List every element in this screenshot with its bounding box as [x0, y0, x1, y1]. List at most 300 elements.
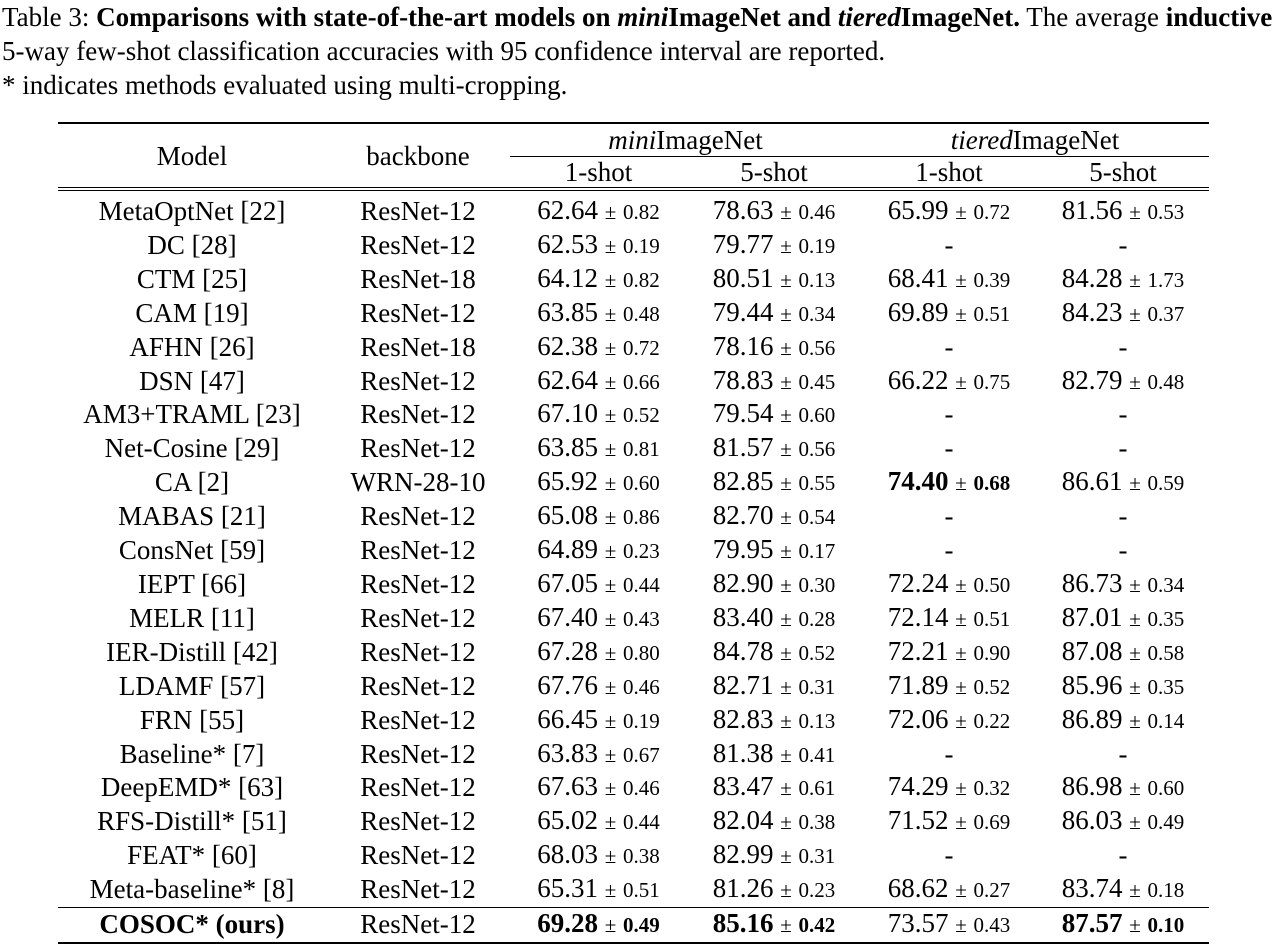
cell-backbone: ResNet-12 [360, 806, 476, 837]
accuracy-value: 72.14 [887, 601, 949, 632]
accuracy-value: 82.83 [712, 703, 774, 734]
table-row [58, 873, 1209, 907]
cell-accuracy [687, 908, 861, 943]
cell-model: RFS-Distill* [51] [97, 806, 287, 837]
cell-accuracy [687, 670, 861, 704]
cell-accuracy [861, 670, 1037, 704]
accuracy-value: - [944, 331, 954, 362]
cell-accuracy [510, 189, 687, 229]
cell-model: DSN [47] [139, 365, 245, 396]
table-row [58, 908, 1209, 943]
plus-minus-sign: ± [780, 776, 792, 801]
table-row [58, 839, 1209, 873]
accuracy-value: 65.92 [537, 466, 598, 497]
cell-backbone: ResNet-12 [360, 704, 476, 735]
cell-accuracy [861, 229, 1037, 263]
cell-accuracy [510, 738, 687, 772]
accuracy-value: 66.22 [887, 364, 949, 395]
plus-minus-sign: ± [1129, 878, 1141, 903]
plus-minus-sign: ± [955, 810, 967, 835]
cell-model: MetaOptNet [22] [98, 196, 286, 226]
plus-minus-sign: ± [604, 233, 617, 258]
confidence-interval: 0.55 [798, 471, 836, 496]
accuracy-value: 72.24 [887, 567, 949, 598]
confidence-interval: 0.27 [973, 878, 1011, 903]
cell-accuracy [1037, 568, 1209, 602]
accuracy-value: 74.40 [887, 466, 949, 497]
table-row [58, 365, 1209, 399]
confidence-interval: 0.19 [623, 233, 660, 258]
header-mini-rest: ImageNet [656, 125, 763, 155]
accuracy-value: 82.85 [712, 466, 774, 497]
table-row [58, 331, 1209, 365]
accuracy-value: - [1118, 840, 1128, 871]
confidence-interval: 0.37 [1147, 301, 1185, 326]
cell-backbone: WRN-28-10 [350, 467, 486, 498]
cell-accuracy [861, 636, 1037, 670]
plus-minus-sign: ± [604, 742, 617, 767]
confidence-interval: 0.82 [623, 200, 660, 224]
header-miniimagenet [510, 123, 861, 157]
accuracy-value: - [944, 399, 954, 430]
cell-accuracy [1037, 229, 1209, 263]
plus-minus-sign: ± [780, 437, 792, 462]
accuracy-value: 82.90 [712, 567, 774, 598]
caption-title-mini: mini [617, 2, 669, 32]
confidence-interval: 0.48 [1147, 369, 1185, 394]
plus-minus-sign: ± [955, 606, 967, 631]
plus-minus-sign: ± [955, 267, 967, 292]
cell-backbone: ResNet-12 [360, 501, 476, 532]
results-table-wrap [58, 122, 1209, 944]
cell-backbone: ResNet-12 [360, 568, 476, 599]
cell-accuracy [861, 398, 1037, 432]
accuracy-value: 67.05 [537, 567, 598, 598]
confidence-interval: 0.19 [798, 233, 836, 258]
plus-minus-sign: ± [1129, 776, 1141, 801]
confidence-interval: 0.10 [1147, 913, 1185, 938]
confidence-interval: 0.56 [798, 437, 836, 462]
accuracy-value: 64.89 [537, 534, 598, 565]
table-row [58, 466, 1209, 500]
cell-backbone: ResNet-12 [360, 738, 476, 769]
confidence-interval: 0.60 [623, 471, 660, 496]
plus-minus-sign: ± [604, 572, 617, 597]
plus-minus-sign: ± [604, 267, 617, 292]
table-row [58, 670, 1209, 704]
cell-accuracy [1037, 500, 1209, 534]
confidence-interval: 0.66 [623, 369, 660, 394]
accuracy-value: - [1118, 535, 1128, 566]
confidence-interval: 0.52 [623, 403, 660, 428]
table-row [58, 534, 1209, 568]
cell-model: CAM [19] [135, 297, 249, 328]
cell-accuracy [510, 466, 687, 500]
confidence-interval: 0.52 [973, 674, 1011, 699]
table-row [58, 432, 1209, 466]
confidence-interval: 0.68 [973, 471, 1011, 496]
accuracy-value: - [1118, 433, 1128, 464]
confidence-interval: 0.38 [623, 844, 660, 869]
cell-backbone: ResNet-12 [360, 196, 476, 226]
plus-minus-sign: ± [604, 335, 617, 360]
header-tiered-rest: ImageNet [1012, 125, 1120, 155]
accuracy-value: 71.52 [887, 805, 949, 836]
cell-accuracy [510, 839, 687, 873]
cell-accuracy [687, 839, 861, 873]
cell-accuracy [1037, 263, 1209, 297]
cell-accuracy [861, 908, 1037, 943]
cell-accuracy [687, 229, 861, 263]
plus-minus-sign: ± [955, 471, 967, 496]
accuracy-value: 81.57 [712, 432, 774, 463]
plus-minus-sign: ± [780, 878, 792, 903]
cell-accuracy [1037, 534, 1209, 568]
accuracy-value: - [1118, 331, 1128, 362]
confidence-interval: 0.86 [623, 505, 660, 530]
cell-accuracy [510, 229, 687, 263]
confidence-interval: 1.73 [1147, 267, 1185, 292]
cell-accuracy [861, 263, 1037, 297]
accuracy-value: 82.70 [712, 500, 774, 531]
accuracy-value: 85.16 [712, 908, 774, 939]
accuracy-value: 86.89 [1061, 703, 1123, 734]
cell-accuracy [1037, 331, 1209, 365]
plus-minus-sign: ± [604, 471, 617, 496]
accuracy-value: 80.51 [712, 262, 774, 293]
cell-accuracy [861, 805, 1037, 839]
accuracy-value: 68.62 [887, 873, 949, 904]
accuracy-value: 82.71 [712, 669, 774, 700]
confidence-interval: 0.54 [798, 505, 836, 530]
plus-minus-sign: ± [604, 403, 617, 428]
accuracy-value: 87.57 [1061, 908, 1123, 939]
cell-accuracy [1037, 189, 1209, 229]
accuracy-value: 69.28 [537, 908, 598, 939]
cell-accuracy [510, 398, 687, 432]
confidence-interval: 0.31 [798, 674, 836, 699]
cell-accuracy [1037, 602, 1209, 636]
accuracy-value: 68.41 [887, 262, 949, 293]
cell-accuracy [861, 873, 1037, 907]
cell-accuracy [687, 432, 861, 466]
cell-accuracy [687, 297, 861, 331]
accuracy-value: 79.54 [712, 398, 774, 429]
cell-accuracy [861, 534, 1037, 568]
confidence-interval: 0.43 [623, 606, 660, 631]
accuracy-value: 85.96 [1061, 669, 1123, 700]
plus-minus-sign: ± [780, 913, 792, 938]
cell-accuracy [861, 771, 1037, 805]
confidence-interval: 0.22 [973, 708, 1011, 733]
cell-accuracy [510, 602, 687, 636]
accuracy-value: 67.76 [537, 669, 598, 700]
confidence-interval: 0.52 [798, 640, 836, 665]
plus-minus-sign: ± [604, 606, 617, 631]
cell-model: DeepEMD* [63] [100, 772, 284, 803]
confidence-interval: 0.19 [623, 708, 660, 733]
confidence-interval: 0.72 [623, 335, 660, 360]
accuracy-value: 84.28 [1061, 262, 1123, 293]
plus-minus-sign: ± [780, 267, 792, 292]
accuracy-value: 87.01 [1061, 601, 1123, 632]
results-body [58, 189, 1209, 943]
plus-minus-sign: ± [1129, 913, 1141, 938]
cell-model: FRN [55] [139, 704, 245, 735]
cell-backbone: ResNet-12 [360, 874, 476, 905]
cell-accuracy [861, 839, 1037, 873]
confidence-interval: 0.41 [798, 742, 836, 767]
accuracy-value: - [944, 229, 954, 260]
accuracy-value: 64.12 [537, 262, 598, 293]
cell-model: Baseline* [7] [119, 738, 265, 769]
header-mini-italic: mini [608, 125, 657, 155]
cell-model: MELR [11] [129, 602, 255, 633]
cell-accuracy [687, 738, 861, 772]
cell-model: CTM [25] [136, 263, 248, 294]
plus-minus-sign: ± [780, 369, 792, 394]
confidence-interval: 0.56 [798, 335, 836, 360]
cell-accuracy [687, 704, 861, 738]
accuracy-value: 65.31 [537, 873, 598, 904]
confidence-interval: 0.50 [973, 572, 1011, 597]
table-row [58, 704, 1209, 738]
cell-accuracy [687, 331, 861, 365]
plus-minus-sign: ± [955, 674, 967, 699]
accuracy-value: 84.78 [712, 635, 774, 666]
header-tiered-italic: tiered [950, 125, 1013, 155]
cell-model: Meta-baseline* [8] [89, 874, 295, 905]
cell-accuracy [510, 805, 687, 839]
plus-minus-sign: ± [1129, 471, 1141, 496]
accuracy-value: 71.89 [887, 669, 949, 700]
plus-minus-sign: ± [780, 606, 792, 631]
results-table [58, 122, 1209, 944]
plus-minus-sign: ± [780, 335, 792, 360]
caption-title-tiered: tiered [837, 2, 901, 32]
accuracy-value: 62.64 [537, 364, 598, 395]
cell-accuracy [510, 670, 687, 704]
cell-accuracy [510, 636, 687, 670]
plus-minus-sign: ± [1129, 640, 1141, 665]
cell-accuracy [510, 568, 687, 602]
cell-accuracy [1037, 297, 1209, 331]
accuracy-value: 69.89 [887, 296, 949, 327]
plus-minus-sign: ± [780, 572, 792, 597]
cell-accuracy [1037, 805, 1209, 839]
confidence-interval: 0.18 [1147, 878, 1185, 903]
plus-minus-sign: ± [955, 776, 967, 801]
confidence-interval: 0.44 [623, 572, 660, 597]
accuracy-value: 73.57 [887, 908, 949, 939]
accuracy-value: - [1118, 738, 1128, 769]
accuracy-value: 78.83 [712, 364, 774, 395]
plus-minus-sign: ± [604, 708, 617, 733]
table-row [58, 738, 1209, 772]
confidence-interval: 0.58 [1147, 640, 1185, 665]
confidence-interval: 0.39 [973, 267, 1011, 292]
plus-minus-sign: ± [780, 200, 792, 224]
accuracy-value: 63.83 [537, 737, 598, 768]
accuracy-value: 65.08 [537, 500, 598, 531]
cell-accuracy [861, 189, 1037, 229]
cell-model: AM3+TRAML [23] [83, 399, 301, 430]
cell-model: MABAS [21] [118, 501, 266, 532]
plus-minus-sign: ± [604, 200, 617, 224]
cell-accuracy [687, 534, 861, 568]
confidence-interval: 0.51 [623, 878, 660, 903]
plus-minus-sign: ± [1129, 200, 1141, 224]
plus-minus-sign: ± [780, 844, 792, 869]
accuracy-value: 79.77 [712, 228, 774, 259]
plus-minus-sign: ± [1129, 810, 1141, 835]
accuracy-value: - [944, 738, 954, 769]
accuracy-value: 65.02 [537, 805, 598, 836]
plus-minus-sign: ± [604, 369, 617, 394]
confidence-interval: 0.35 [1147, 674, 1185, 699]
accuracy-value: - [1118, 501, 1128, 532]
cell-accuracy [1037, 704, 1209, 738]
accuracy-value: 67.63 [537, 771, 598, 802]
plus-minus-sign: ± [780, 233, 792, 258]
accuracy-value: - [944, 433, 954, 464]
accuracy-value: 83.74 [1061, 873, 1123, 904]
cell-accuracy [510, 432, 687, 466]
cell-accuracy [687, 500, 861, 534]
plus-minus-sign: ± [780, 539, 792, 564]
cell-accuracy [861, 500, 1037, 534]
caption-title-pre: Comparisons with state-of-the-art models on [96, 2, 618, 32]
plus-minus-sign: ± [604, 640, 617, 665]
confidence-interval: 0.51 [973, 606, 1011, 631]
cell-accuracy [687, 873, 861, 907]
table-row [58, 398, 1209, 432]
confidence-interval: 0.34 [1147, 572, 1185, 597]
confidence-interval: 0.46 [623, 776, 660, 801]
accuracy-value: 86.73 [1061, 567, 1123, 598]
cell-accuracy [861, 704, 1037, 738]
confidence-interval: 0.49 [1147, 810, 1185, 835]
cell-accuracy [687, 568, 861, 602]
table-row [58, 229, 1209, 263]
accuracy-value: 84.23 [1061, 296, 1123, 327]
confidence-interval: 0.60 [1147, 776, 1185, 801]
cell-accuracy [510, 365, 687, 399]
accuracy-value: 67.10 [537, 398, 598, 429]
plus-minus-sign: ± [955, 640, 967, 665]
cell-model: DC [28] [147, 229, 237, 260]
table-row [58, 771, 1209, 805]
confidence-interval: 0.49 [623, 913, 660, 938]
cell-backbone: ResNet-12 [360, 399, 476, 430]
header-tieredimagenet [861, 123, 1209, 157]
table-row [58, 805, 1209, 839]
accuracy-value: - [944, 535, 954, 566]
cell-accuracy [861, 738, 1037, 772]
cell-backbone: ResNet-12 [360, 297, 476, 328]
cell-backbone: ResNet-12 [326, 908, 510, 943]
cell-accuracy [687, 636, 861, 670]
cell-backbone: ResNet-18 [360, 331, 476, 362]
header-mini-5shot: 5-shot [687, 157, 861, 190]
cell-backbone: ResNet-12 [360, 433, 476, 464]
confidence-interval: 0.81 [623, 437, 660, 462]
accuracy-value: 79.95 [712, 534, 774, 565]
confidence-interval: 0.75 [973, 369, 1011, 394]
accuracy-value: - [944, 501, 954, 532]
cell-accuracy [687, 365, 861, 399]
caption-label: Table 3: [2, 2, 90, 32]
accuracy-value: - [1118, 229, 1128, 260]
cell-accuracy [510, 534, 687, 568]
cell-backbone: ResNet-12 [360, 670, 476, 701]
accuracy-value: 72.06 [887, 703, 949, 734]
cell-accuracy [510, 500, 687, 534]
cell-accuracy [687, 398, 861, 432]
cell-accuracy [510, 331, 687, 365]
plus-minus-sign: ± [604, 437, 617, 462]
confidence-interval: 0.35 [1147, 606, 1185, 631]
confidence-interval: 0.51 [973, 301, 1011, 326]
cell-accuracy [1037, 908, 1209, 943]
plus-minus-sign: ± [1129, 606, 1141, 631]
accuracy-value: - [944, 840, 954, 871]
plus-minus-sign: ± [1129, 267, 1141, 292]
plus-minus-sign: ± [780, 640, 792, 665]
caption-desc-pre: The average [1026, 2, 1159, 32]
plus-minus-sign: ± [604, 878, 617, 903]
header-model: Model [58, 123, 326, 189]
plus-minus-sign: ± [1129, 674, 1141, 699]
cell-model: COSOC* (ours) [58, 908, 326, 943]
confidence-interval: 0.30 [798, 572, 836, 597]
plus-minus-sign: ± [780, 742, 792, 767]
plus-minus-sign: ± [1129, 369, 1141, 394]
cell-accuracy [861, 297, 1037, 331]
cell-accuracy [510, 771, 687, 805]
cell-model: CA [2] [154, 467, 230, 498]
cell-accuracy [861, 365, 1037, 399]
cell-accuracy [687, 805, 861, 839]
cell-model: AFHN [26] [129, 331, 255, 362]
confidence-interval: 0.46 [798, 200, 836, 224]
plus-minus-sign: ± [780, 708, 792, 733]
cell-accuracy [861, 432, 1037, 466]
cell-accuracy [1037, 432, 1209, 466]
cell-accuracy [1037, 398, 1209, 432]
plus-minus-sign: ± [604, 810, 617, 835]
plus-minus-sign: ± [955, 708, 967, 733]
accuracy-value: 74.29 [887, 771, 949, 802]
plus-minus-sign: ± [955, 301, 967, 326]
accuracy-value: 81.56 [1061, 195, 1123, 225]
caption-note: * indicates methods evaluated using multi-cropping. [2, 70, 568, 100]
plus-minus-sign: ± [955, 572, 967, 597]
cell-accuracy [687, 771, 861, 805]
cell-accuracy [510, 873, 687, 907]
cell-model: ConsNet [59] [118, 535, 266, 566]
accuracy-value: 67.28 [537, 635, 598, 666]
caption-title-post: ImageNet. [900, 2, 1021, 32]
table-caption [2, 0, 1274, 102]
header-tiered-1shot: 1-shot [861, 157, 1037, 190]
accuracy-value: - [1118, 399, 1128, 430]
plus-minus-sign: ± [604, 301, 617, 326]
accuracy-value: 79.44 [712, 296, 774, 327]
confidence-interval: 0.46 [623, 674, 660, 699]
plus-minus-sign: ± [780, 403, 792, 428]
cell-accuracy [510, 908, 687, 943]
